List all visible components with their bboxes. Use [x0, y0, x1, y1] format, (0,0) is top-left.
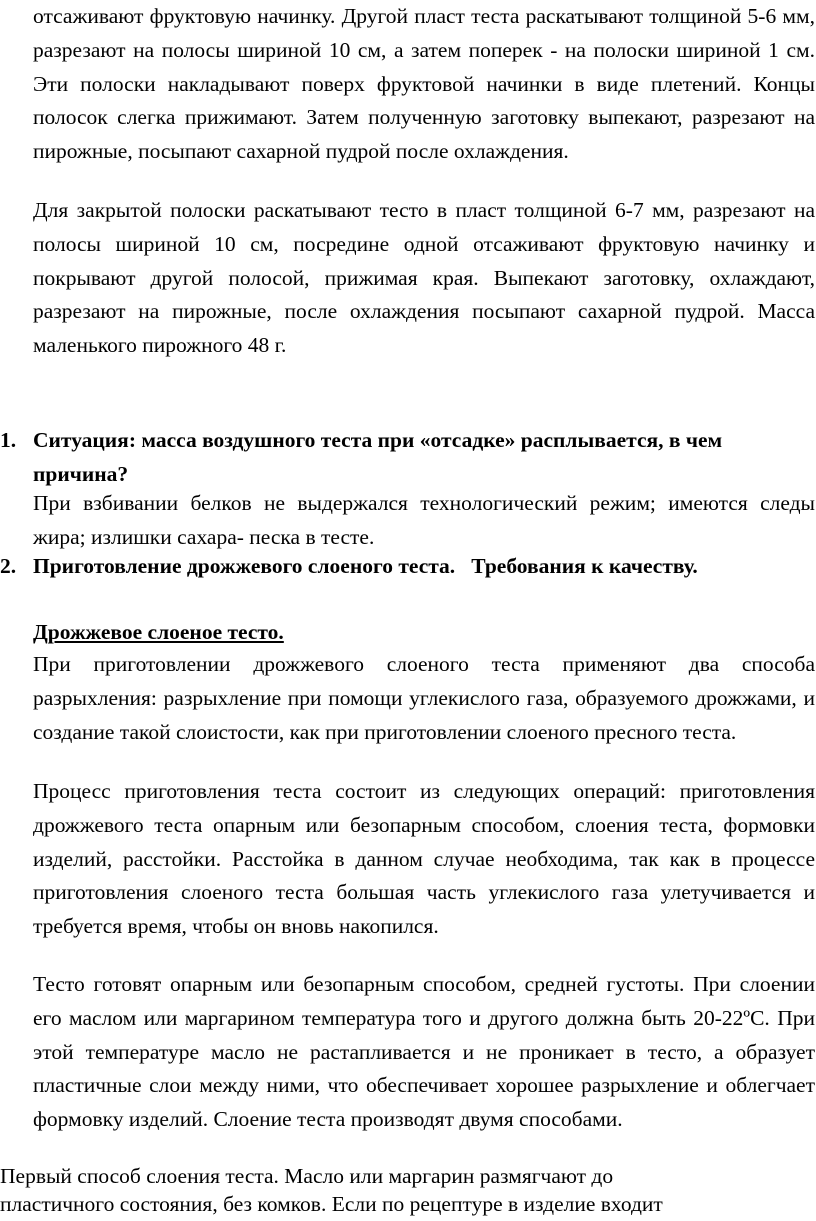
question-2-number: 2. [0, 554, 17, 578]
paragraph-process: Процесс приготовления теста состоит из следующих операций: приготовления дрожжевого теста опарным или безопарным способом, слоения теста, формовки изделий, расстойки. Расстойка в данном случае необходима, так как в процессе приготовления слоеного теста большая часть углекислого газа улетучивается и требуется время, чтобы он вновь накопился. [33, 779, 815, 939]
question-1-title: Ситуация: масса воздушного теста при «отсадке» расплывается, в чем причина? [33, 428, 723, 486]
paragraph-first-method [0, 1162, 816, 1218]
question-2-title: Приготовление дрожжевого слоеного теста. Требования к качеству. [33, 554, 698, 578]
question-1-answer: При взбивании белков не выдержался технологический режим; имеются следы жира; излишки сахара- песка в тесте. [33, 491, 815, 549]
paragraph-closed-strip: Для закрытой полоски раскатывают тесто в пласт толщиной 6-7 мм, разрезают на полосы шириной 10 см, посредине одной отсаживают фруктовую начинку и покрывают другой полосой, прижимая края. Выпекают заготовку, охлаждают, разрезают на пирожные, после охлаждения посыпают сахарной пудрой. Масса маленького пирожного 48 г. [33, 198, 815, 358]
paragraph-methods: При приготовлении дрожжевого слоеного теста применяют два способа разрыхления: разрыхление при помощи углекислого газа, образуемого дрожжами, и создание такой слоистости, как при приготовлении слоеного пресного теста. [33, 652, 815, 744]
paragraph-first-method-line-2: пластичного состояния, без комков. Если по рецептуре в изделие входит [0, 1192, 663, 1216]
paragraph-intro-continuation: отсаживают фруктовую начинку. Другой пласт теста раскатывают толщиной 5-6 мм, разрезают на полосы шириной 10 см, а затем поперек - на полоски шириной 1 см. Эти полоски накладывают поверх фруктовой начинки в виде плетений. Концы полосок слегка прижимают. Затем полученную заготовку выпекают, разрезают на пирожные, посыпают сахарной пудрой после охлаждения. [33, 4, 815, 164]
paragraph-dough: Тесто готовят опарным или безопарным способом, средней густоты. При слоении его маслом или маргарином температура того и другого должна быть 20-22ºС. При этой температуре масло не растапливается и не проникает в тесто, а образует пластичные слои между ними, что обеспечивает хорошее разрыхление и облегчает формовку изделий. Слоение теста производят двумя способами. [33, 972, 815, 1132]
question-1-number: 1. [0, 428, 17, 452]
paragraph-first-method-line-1: Первый способ слоения теста. Масло или маргарин размягчают до [0, 1164, 614, 1188]
section-heading: Дрожжевое слоеное тесто. [33, 620, 284, 644]
